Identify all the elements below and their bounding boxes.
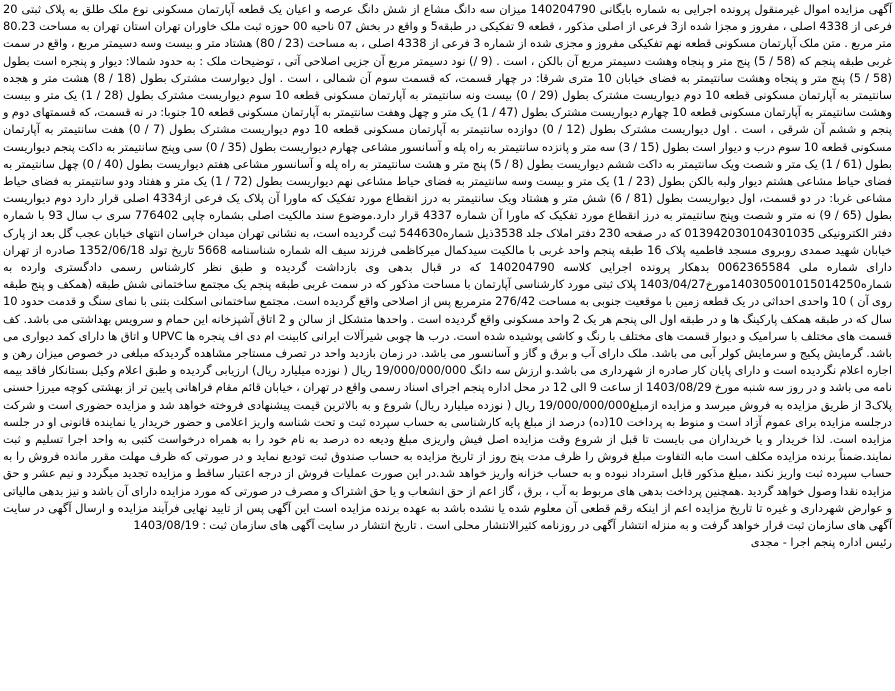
notice-signature: رئیس اداره پنجم اجرا - مجدی bbox=[750, 535, 892, 550]
auction-notice-text: آگهی مزایده اموال غیرمنقول پرونده اجرایی به شماره بایگانی 140204790 میزان سه دانگ مشاع از شش دانگ عرصه و اعیان یک قطعه آپارتمان مسکونی نوع ملک طلق به پلاک ثبتی 20 فرعی از 4338 اصلی ، مفروز و مجزا شده از3 فرعی از اصلی مذکور ، قطعه 9 تفکیکی در طبقه5 و واقع در بخش 07 ناحیه 00 حوزه ثبت ملک خاوران تهران استان تهران به مساحت 80.23 متر مربع . متن ملک آپارتمان مسکونی قطعه نهم تفکیکی مفروز و مجزی شده از شماره 3 فرعی از 4338 اصلی ، به مساحت (23 / 80) هشتاد متر و بیست وسه دسیمتر مربع ، واقع در سمت غربی طبقه پنجم که (58 / 5) پنج متر و پنجاه وهشت دسیمتر مربع آن بالکن ، است . (9 /) نود دسیمتر مربع آن جزیی اصلاحی آتی ، توضیحات ملک : به حدود شمالا: دیوار و پنجره است بطول (58 / 5) پنج متر و پنجاه وهشت سانتیمتر به فضای خیابان 10 متری شرقا: در چهار قسمت، که قسمت سوم آن شمالی ، است . اول دیوارست مشترک بطول (18 / 8) هشت متر و هجده سانتیمتر به آپارتمان مسکونی قطعه 10 دوم دیواریست مشترک بطول (29 / 0) بیست ونه سانتیمتر به آپارتمان مسکونی قطعه 10 سوم دیواریست مشترک بطول (28 / 1) یک متر و بیست وهشت سانتیمتر به آپارتمان مسکونی قطعه 10 چهارم دیواریست مشترک بطول (47 / 1) یک متر و چهل وهفت سانتیمتر به آپارتمان مسکونی قطعه 10 جنوبا: در نه قسمت، که قسمتهای دوم و پنجم و ششم آن شرقی ، است . اول دیواریست مشترک بطول (12 / 0) دوازده سانتیمتر به آپارتمان مسکونی قطعه 10 دوم دیواریست مشترک بطول (7 / 0) هفت سانتیمتر به آپارتمان مسکونی قطعه 10 سوم درب و دیوار است بطول (15 / 3) سه متر و پانزده سانتیمتر به راه پله و آسانسور مشاعی چهارم دیواریست بطول (35 / 0) سی وپنج سانتیمتر به داکت پنجم دیواریست بطول (61 / 1) یک متر و شصت ویک سانتیمتر به داکت ششم دیواریست بطول (8 / 5) پنج متر و هشت سانتیمتر به راه پله و آسانسور مشاعی هفتم دیواریست بطول (40 / 0) چهل سانتیمتر به فضای حیاط مشاعی هشتم دیوار ولبه بالکن بطول (23 / 1) یک متر و بیست وسه سانتیمتر به فضای حیاط مشاعی نهم دیواریست بطول (72 / 1) یک متر و هفتاد ودو سانتیمتر به فضای حیاط مشاعی غربا: در دو قسمت، اول دیواریست بطول (81 / 6) شش متر و هشتاد ویک سانتیمتر به درز انقطاع مورد تفکیک که ماورا آن پلاک یک فرعی از4334 اصلی قرار دارد دوم دیواریست بطول (65 / 9) نه متر و شصت وپنج سانتیمتر به درز انقطاع مورد تفکیک که ماورا آن شماره 4337 قرار دارد.موضوع سند مالکیت اصلی بشماره چاپی 776402 سری ب سال 93 با شماره دفتر الکترونیکی 013942030104301035 که در صفحه 230 دفتر املاک جلد 3538ذیل شماره544630 ثبت گردیده است، به نشانی تهران میدان خراسان انتهای خیابان عجب گل بعد از پارک خیابان شهید صمدی روبروی مسجد فاطمیه پلاک 16 طبقه پنجم واحد غربی با مالکیت سیدکمال میرکاظمی فرزند سیف اله شماره شناسنامه 5668 تاریخ تولد 1352/06/18 صادره از تهران دارای شماره ملی 0062365584 بدهکار پرونده اجرایی کلاسه 140204790 که در قبال بدهی وی بازداشت گردیده و طبق نظر کارشناس رسمی دادگستری وارده به شماره140305001015014250مورخ1403/04/27 پلاک ثبتی مورد کارشناسی آپارتمان با مساحت مذکور که در سمت غربی طبقه پنجم یک مجتمع ساختمانی شش طبقه (همکف و پنج طبقه روی آن ) 10 واحدی احداثی در یک قطعه زمین با موقعیت جنوبی به مساحت 276/42 مترمربع پس از اصلاحی واقع گردیده است. مجتمع ساختمانی اسکلت بتنی با نمای سنگ و قدمت حدود 10 سال که در طبقه همکف پارکینگ ها و در طبقه اول الی پنجم هر یک 2 واحد مسکونی واقع گردیده است . واحدها متشکل از سالن و 2 اتاق آشپزخانه این حمام و سرویس بهداشتی می باشد. کف قسمت های مختلف با سرامیک و دیوار قسمت های مختلف با رنگ و کاشی پوشیده شده است. درب ها چوبی شیرآلات ایرانی کابینت ام دی اف پنجره ها UPVC و اتاق ها دارای کمد دیواری می باشد. گرمایش پکیج و سرمایش کولر آبی می باشد. ملک دارای آب و برق و گاز و آسانسور می باشد. در زمان بازدید واحد در تصرف مستاجر مشاهده گردیدکه مبلغی در خصوص میزان رهن و اجاره اعلام نگردیده است و دارای پایان کار صادره از شهرداری می باشد.و ارزش سه دانگ 19/000/000/000 ریال ( نوزده میلیارد ریال) ارزیابی گردیده و طبق اعلام وکیل بستانکار فاقد بیمه نامه می باشد و در روز سه شنبه مورخ 1403/08/29 از ساعت 9 الی 12 در محل اداره پنجم اجرای اسناد رسمی واقع در تهران ، خیابان قائم مقام فراهانی پایین تر از بهشتی کوچه میرزا حسنی پلاک3 از طریق مزایده به فروش میرسد و مزایده ازمبلغ19/000/000/000 ریال ( نوزده میلیارد ریال) شروع و به بالاترین قیمت پیشنهادی فروخته خواهد شد و مزایده حضوری است و شرکت درجلسه مزایده برای عموم آزاد است و منوط به پرداخت 10(ده) درصد از مبلغ پایه کارشناسی به حساب سپرده ثبت و تحت شناسه واریز اعلامی و حضور خریدار یا نماینده قانونی او در جلسه مزایده است. لذا خریدار و یا خریداران می بایست تا قبل از شروع وقت مزایده اصل فیش واریزی مبلغ ودیعه ده درصد به نام خود را به همراه درخواست کتبی به واحد اجرا تسلیم و ثبت نمایند.ضمناً برنده مزایده مکلف است مابه التفاوت مبلغ فروش را ظرف مدت پنج روز از تاریخ مزایده به حساب صندوق ثبت تودیع نماید و در صورتی که ظرف مهلت مقرر مانده فروش را به حساب سپرده ثبت واریز نکند ،مبلغ مذکور قابل استرداد نبوده و به حساب خزانه واریز خواهد شد.در این صورت عملیات فروش از درجه اعتبار ساقط و مزایده تجدید میگردد و نیم عشر و حق مزایده نقدا وصول خواهد گردید .همچنین پرداخت بدهی های مربوط به آب ، برق ، گاز اعم از حق انشعاب و یا حق اشتراک و مصرف در صورتی که مورد مزایده دارای آن باشد و نیز بدهی مالیاتی و عوارض شهرداری و غیره تا تاریخ مزایده اعم از اینکه رقم قطعی آن معلوم شده یا نشده باشد به عهده برنده مزایده است این آگهی پس از تایید نهایی فرآیند مزایده و ارسال آگهی در سایت آگهی های سازمان ثبت قرار خواهد گرفت و به منزله انتشار آگهی در روزنامه کثیرالانتشار محلی است . تاریخ انتشار در سایت آگهی های سازمان ثبت : 1403/08/19 bbox=[3, 2, 893, 533]
